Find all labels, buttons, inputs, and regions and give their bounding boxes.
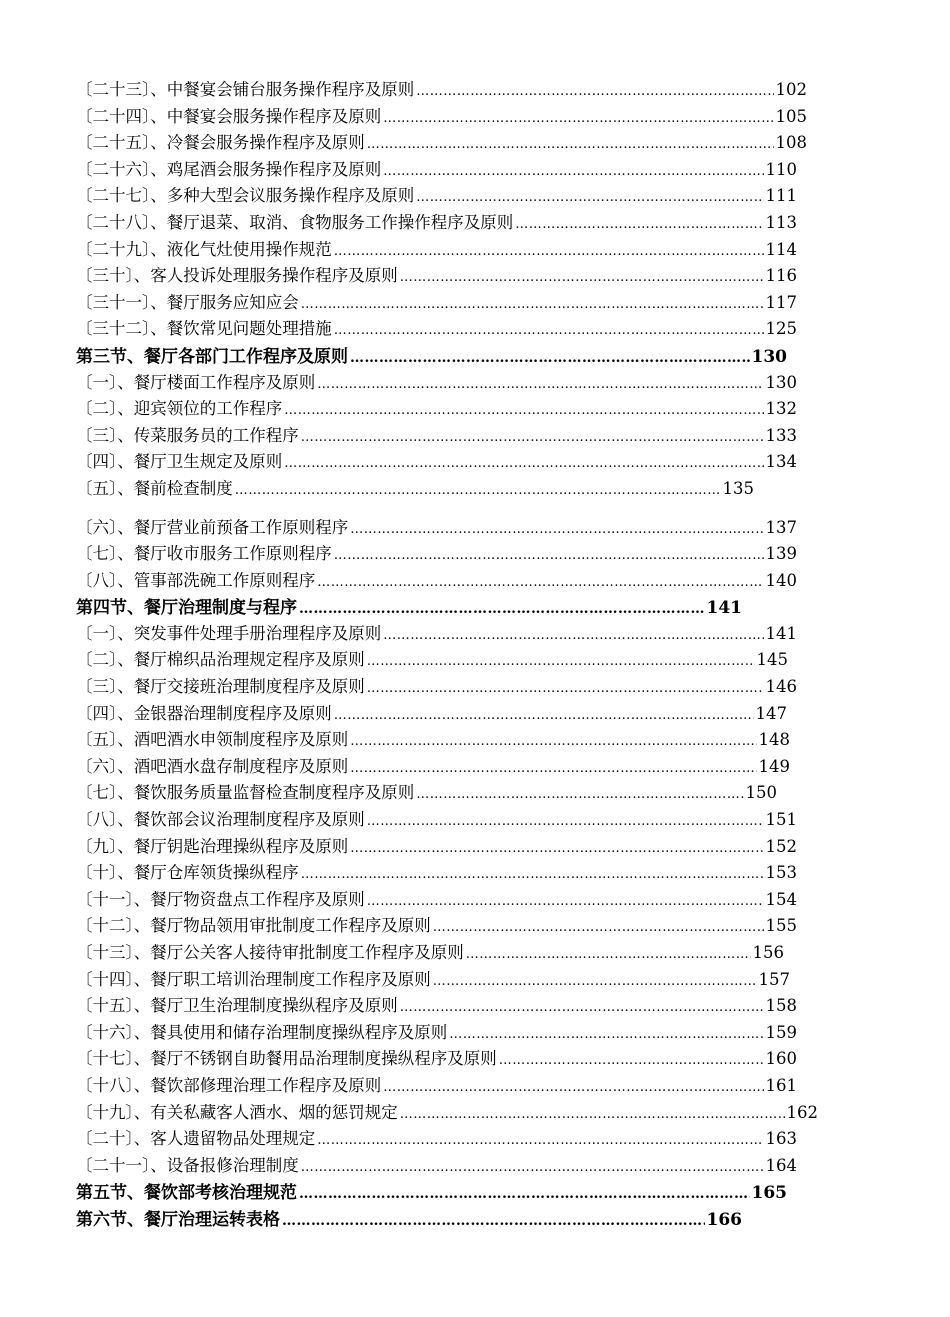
toc-page-number: 116 <box>765 266 797 286</box>
toc-entry <box>76 992 797 1019</box>
toc-leader-dots <box>416 787 743 802</box>
toc-entry-title: 第三节、餐厅各部门工作程序及原则 <box>76 346 348 367</box>
toc-entry <box>76 753 790 780</box>
toc-leader-dots <box>350 350 750 366</box>
toc-leader-dots <box>383 1080 763 1095</box>
toc-leader-dots <box>383 164 763 179</box>
toc-page-number: 160 <box>765 1049 797 1069</box>
toc-entry-title: 〔七〕、餐厅收市服务工作原则程序 <box>76 544 332 564</box>
toc-entry <box>76 1099 818 1126</box>
toc-page-number: 163 <box>765 1129 797 1149</box>
toc-page-number: 141 <box>706 598 742 619</box>
toc-leader-dots <box>301 867 764 882</box>
toc-entry-title: 〔二十四〕、中餐宴会服务操作程序及原则 <box>76 106 382 126</box>
toc-leader-dots <box>367 654 755 669</box>
toc-page-number: 108 <box>775 133 807 153</box>
toc-entry-title: 〔三十一〕、餐厅服务应知应会 <box>76 292 299 312</box>
toc-leader-dots <box>515 217 763 232</box>
toc-entry-title: 〔十六〕、餐具使用和储存治理制度操纵程序及原则 <box>76 1022 448 1042</box>
toc-leader-dots <box>284 403 763 418</box>
toc-page-number: 153 <box>765 863 797 883</box>
toc-entry-title: 〔二十三〕、中餐宴会铺台服务操作程序及原则 <box>76 80 415 99</box>
toc-entry <box>76 182 797 209</box>
toc-entry-title: 〔三〕、传菜服务员的工作程序 <box>76 425 299 445</box>
toc-entry-title: 〔七〕、餐饮服务质量监督检查制度程序及原则 <box>76 783 415 803</box>
toc-page-number: 166 <box>706 1209 742 1230</box>
toc-page-number: 149 <box>758 756 790 776</box>
toc-leader-dots <box>317 1133 763 1148</box>
toc-entry-title: 第四节、餐厅治理制度与程序 <box>76 598 297 619</box>
toc-leader-dots <box>299 601 705 617</box>
toc-leader-dots <box>350 734 756 749</box>
toc-entry <box>76 262 797 289</box>
toc-entry <box>76 833 797 860</box>
toc-entry <box>76 700 787 727</box>
toc-entry <box>76 369 797 396</box>
toc-leader-dots <box>499 1053 764 1068</box>
table-of-contents <box>76 76 836 1232</box>
toc-page-number: 140 <box>765 570 797 590</box>
toc-leader-dots <box>317 575 763 590</box>
toc-leader-dots <box>400 1107 785 1122</box>
toc-entry-title: 〔二十五〕、冷餐会服务操作程序及原则 <box>76 133 365 153</box>
toc-entry-title: 〔二〕、餐厅棉织品治理规定程序及原则 <box>76 650 365 670</box>
toc-entry <box>76 620 797 647</box>
toc-entry-title: 〔二十〕、客人遗留物品处理规定 <box>76 1129 316 1149</box>
toc-entry <box>76 129 807 156</box>
toc-entry-title: 〔十九〕、有关私藏客人酒水、烟的惩罚规定 <box>76 1102 398 1122</box>
toc-entry <box>76 966 790 993</box>
toc-page-number: 105 <box>775 106 807 126</box>
toc-leader-dots <box>350 841 763 856</box>
toc-page-number: 159 <box>765 1022 797 1042</box>
toc-leader-dots <box>367 814 764 829</box>
toc-section-heading <box>76 593 742 620</box>
toc-entry <box>76 726 790 753</box>
toc-leader-dots <box>416 190 763 205</box>
toc-leader-dots <box>350 761 756 776</box>
toc-entry <box>76 540 797 567</box>
toc-entry-title: 〔三十二〕、餐饮常见问题处理措施 <box>76 319 332 339</box>
toc-page-number: 117 <box>765 292 797 312</box>
toc-leader-dots <box>400 1000 764 1015</box>
toc-entry <box>76 103 807 130</box>
toc-entry-title: 〔十一〕、餐厅物资盘点工作程序及原则 <box>76 889 365 909</box>
toc-page-number: 132 <box>765 399 797 419</box>
toc-page-number: 158 <box>765 996 797 1016</box>
toc-entry <box>76 1152 797 1179</box>
toc-entry-title: 〔二十八〕、餐厅退菜、取消、食物服务工作操作程序及原则 <box>76 212 514 232</box>
toc-entry-title: 〔二十六〕、鸡尾酒会服务操作程序及原则 <box>76 159 382 179</box>
toc-leader-dots <box>383 628 763 643</box>
toc-page-number: 110 <box>765 159 797 179</box>
toc-page-number: 156 <box>752 943 784 962</box>
toc-page-number: 161 <box>765 1075 797 1095</box>
toc-entry-title: 〔三〕、餐厅交接班治理制度程序及原则 <box>76 677 365 697</box>
toc-leader-dots <box>334 323 764 338</box>
toc-page-number: 130 <box>765 372 797 392</box>
toc-leader-dots <box>317 377 763 392</box>
toc-entry-title: 〔五〕、餐前检查制度 <box>76 478 233 498</box>
toc-entry-title: 〔一〕、餐厅楼面工作程序及原则 <box>76 372 316 392</box>
toc-entry-title: 〔十二〕、餐厅物品领用审批制度工作程序及原则 <box>76 916 431 936</box>
toc-entry <box>76 567 797 594</box>
toc-leader-dots <box>284 456 763 471</box>
toc-entry-title: 〔十〕、餐厅仓库领货操纵程序 <box>76 863 299 883</box>
toc-leader-dots <box>400 270 764 285</box>
toc-entry-title: 〔三十〕、客人投诉处理服务操作程序及原则 <box>76 266 398 286</box>
toc-page-number: 130 <box>751 346 787 367</box>
toc-leader-dots <box>449 1027 763 1042</box>
toc-entry <box>76 209 797 236</box>
toc-page-number: 139 <box>765 544 797 564</box>
toc-page-number: 162 <box>786 1102 818 1122</box>
toc-entry <box>76 1125 797 1152</box>
toc-entry <box>76 806 797 833</box>
toc-page-number: 146 <box>765 677 797 697</box>
toc-page-number: 111 <box>765 186 797 206</box>
toc-page-number: 102 <box>775 80 807 99</box>
toc-section-heading <box>76 1205 742 1232</box>
toc-entry-title: 〔二十九〕、液化气灶使用操作规范 <box>76 239 332 259</box>
toc-leader-dots <box>299 1186 750 1202</box>
toc-page-number: 148 <box>758 730 790 750</box>
toc-leader-dots <box>383 111 773 126</box>
toc-page-number: 152 <box>765 836 797 856</box>
toc-page-number: 165 <box>751 1183 787 1204</box>
toc-page-number: 145 <box>756 650 788 670</box>
toc-page-number: 114 <box>765 239 797 259</box>
toc-page-number: 155 <box>765 916 797 936</box>
toc-entry-title: 〔八〕、管事部洗碗工作原则程序 <box>76 570 316 590</box>
toc-entry <box>76 939 784 966</box>
toc-leader-dots <box>350 522 763 537</box>
toc-entry-title: 〔十三〕、餐厅公关客人接待审批制度工作程序及原则 <box>76 943 464 962</box>
toc-leader-dots <box>282 1213 705 1229</box>
toc-page-number: 154 <box>765 889 797 909</box>
toc-leader-dots <box>367 137 774 152</box>
toc-page-number: 164 <box>765 1155 797 1175</box>
toc-entry-title: 〔二十一〕、设备报修治理制度 <box>76 1155 299 1175</box>
toc-entry <box>76 1045 797 1072</box>
toc-leader-dots <box>466 947 751 962</box>
toc-entry-title: 〔六〕、餐厅营业前预备工作原则程序 <box>76 517 349 537</box>
toc-entry-title: 〔十七〕、餐厅不锈钢自助餐用品治理制度操纵程序及原则 <box>76 1049 497 1069</box>
toc-entry <box>76 422 797 449</box>
toc-section-heading <box>76 1178 787 1205</box>
toc-leader-dots <box>334 548 764 563</box>
toc-page-number: 151 <box>765 810 797 830</box>
toc-page-number: 133 <box>765 425 797 445</box>
toc-entry <box>76 859 797 886</box>
toc-entry-title: 〔五〕、酒吧酒水申领制度程序及原则 <box>76 730 349 750</box>
toc-page-number: 157 <box>758 969 790 989</box>
toc-entry <box>76 236 797 263</box>
toc-leader-dots <box>301 1160 764 1175</box>
toc-leader-dots <box>301 297 764 312</box>
toc-leader-dots <box>416 84 773 99</box>
toc-leader-dots <box>235 483 721 498</box>
toc-page-number: 135 <box>722 478 754 498</box>
toc-entry-title: 〔六〕、酒吧酒水盘存制度程序及原则 <box>76 756 349 776</box>
toc-entry <box>76 315 797 342</box>
toc-entry-title: 〔九〕、餐厅钥匙治理操纵程序及原则 <box>76 836 349 856</box>
toc-entry-title: 〔十八〕、餐饮部修理治理工作程序及原则 <box>76 1075 382 1095</box>
toc-entry-title: 〔四〕、餐厅卫生规定及原则 <box>76 452 283 472</box>
toc-entry <box>76 289 797 316</box>
toc-leader-dots <box>433 974 757 989</box>
toc-entry-title: 〔一〕、突发事件处理手册治理程序及原则 <box>76 623 382 643</box>
toc-entry-title: 〔十四〕、餐厅职工培训治理制度工作程序及原则 <box>76 969 431 989</box>
toc-entry <box>76 76 807 103</box>
toc-entry-title: 〔四〕、金银器治理制度程序及原则 <box>76 703 332 723</box>
toc-entry-title: 第六节、餐厅治理运转表格 <box>76 1209 280 1230</box>
toc-entry <box>76 912 797 939</box>
toc-entry <box>76 448 797 475</box>
toc-leader-dots <box>301 430 764 445</box>
toc-page-number: 113 <box>765 212 797 232</box>
toc-page-number: 141 <box>765 623 797 643</box>
toc-entry <box>76 1072 797 1099</box>
toc-entry <box>76 156 797 183</box>
toc-entry <box>76 646 788 673</box>
toc-entry-title: 〔二十七〕、多种大型会议服务操作程序及原则 <box>76 186 415 206</box>
toc-entry <box>76 779 777 806</box>
toc-entry-title: 〔十五〕、餐厅卫生治理制度操纵程序及原则 <box>76 996 398 1016</box>
toc-page-number: 147 <box>755 703 787 723</box>
toc-entry <box>76 886 797 913</box>
toc-page-number: 150 <box>745 783 777 803</box>
toc-leader-dots <box>334 708 754 723</box>
toc-entry-title: 第五节、餐饮部考核治理规范 <box>76 1183 297 1204</box>
toc-section-heading <box>76 342 787 369</box>
toc-page-number: 137 <box>765 517 797 537</box>
toc-entry <box>76 395 797 422</box>
toc-page-number: 134 <box>765 452 797 472</box>
toc-leader-dots <box>433 920 764 935</box>
toc-entry <box>76 514 797 541</box>
toc-entry <box>76 673 797 700</box>
toc-leader-dots <box>334 244 764 259</box>
toc-entry <box>76 1019 797 1046</box>
toc-entry <box>76 475 754 502</box>
toc-leader-dots <box>367 681 764 696</box>
toc-entry-title: 〔八〕、餐饮部会议治理制度程序及原则 <box>76 810 365 830</box>
toc-entry-title: 〔二〕、迎宾领位的工作程序 <box>76 399 283 419</box>
toc-page-number: 125 <box>765 319 797 339</box>
toc-leader-dots <box>367 894 764 909</box>
